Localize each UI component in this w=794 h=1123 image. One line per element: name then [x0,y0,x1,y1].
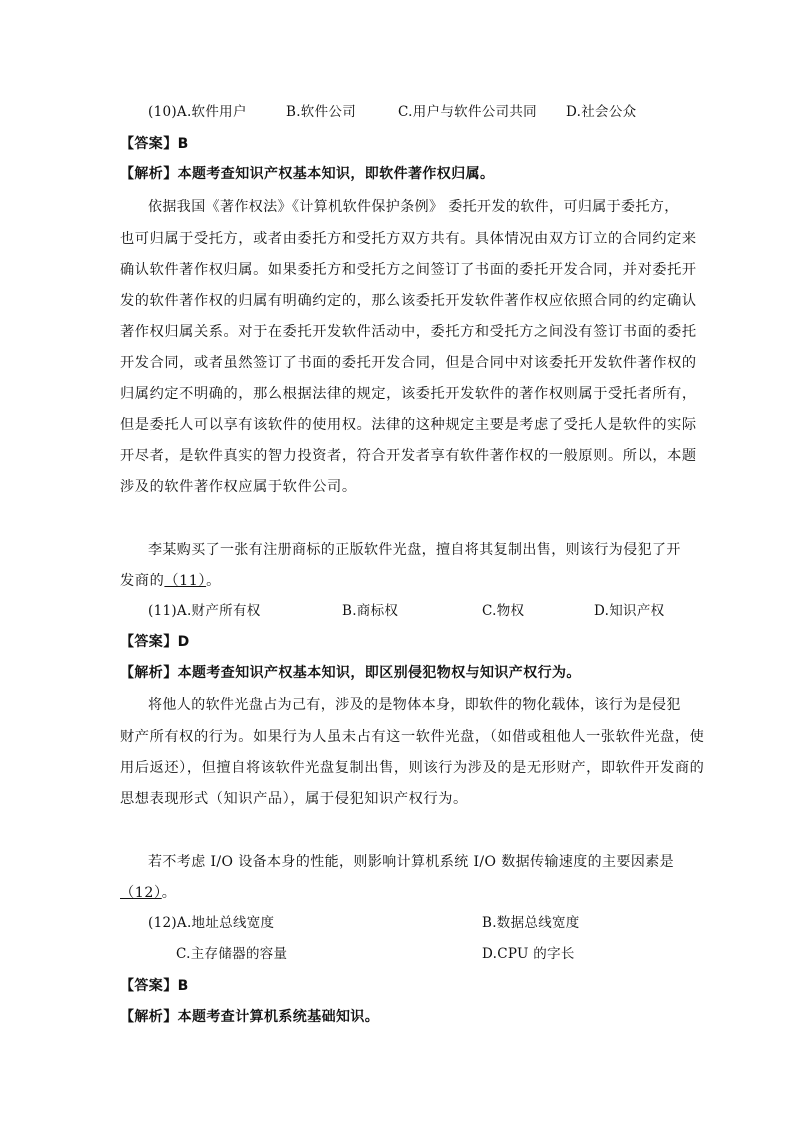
q11-paragraph-line: 用后返还），但擅自将该软件光盘复制出售，则该行为涉及的是无形财产，即软件开发商的 [120,760,705,776]
q12-question-line: 若不考虑 I/O 设备本身的性能，则影响计算机系统 I/O 数据传输速度的主要因素是 [148,854,675,870]
answer-label: 【答案】 [120,978,178,994]
q10-option-b: B.软件公司 [286,104,357,120]
q10-option-d: D.社会公众 [566,104,637,120]
q11-paragraph-line: 财产所有权的行为。如果行为人虽未占有这一软件光盘，（如借或租他人一张软件光盘，使 [120,729,705,745]
q12-option-a: (12)A.地址总线宽度 [148,915,275,931]
q10-paragraph-line: 发的软件著作权的归属有明确约定的，那么该委托开发软件著作权应依照合同的约定确认 [120,293,697,309]
q10-paragraph-line: 涉及的软件著作权应属于软件公司。 [120,479,357,495]
q11-question-line [120,571,221,591]
question-text: 发商的 [120,573,165,589]
answer-value: D [177,634,190,650]
answer-label: 【答案】 [120,136,178,152]
q11-option-c: C.物权 [482,603,525,619]
q10-paragraph-line: 著作权归属关系。对于在委托开发软件活动中，委托方和受托方之间没有签订书面的委托 [120,324,697,340]
q11-paragraph-line: 思想表现形式（知识产品），属于侵犯知识产权行为。 [120,791,468,807]
q10-paragraph-line: 也可归属于受托方，或者由委托方和受托方双方共有。具体情况由双方订立的合同约定来 [120,231,697,247]
q10-paragraph-line: 归属约定不明确的，那么根据法律的规定，该委托开发软件的著作权则属于受托者所有， [120,386,697,402]
q10-paragraph-line: 但是委托人可以享有该软件的使用权。法律的这种规定主要是考虑了受托人是软件的实际 [120,417,697,433]
q12-option-c: C.主存储器的容量 [176,946,288,962]
q10-paragraph-line: 依据我国《著作权法》《计算机软件保护条例》 委托开发的软件，可归属于委托方， [148,199,679,215]
analysis-label: 【解析】 [120,166,178,182]
question-text: 。 [161,885,177,901]
q12-option-d: D.CPU 的字长 [482,946,575,962]
q10-option-c: C.用户与软件公司共同 [398,104,537,120]
q12-analysis-heading [120,1007,379,1027]
q10-paragraph-line: 开发合同，或者虽然签订了书面的委托开发合同，但是合同中对该委托开发软件著作权的 [120,355,697,371]
q10-analysis-heading [120,164,494,184]
q10-answer [120,134,189,154]
q12-answer [120,976,189,996]
q10-paragraph-line: 开尽者，是软件真实的智力投资者，符合开发者享有软件著作权的一般原则。所以，本题 [120,448,697,464]
q11-paragraph-line: 将他人的软件光盘占为己有，涉及的是物体本身，即软件的物化载体，该行为是侵犯 [148,697,681,713]
q11-analysis-heading [120,663,581,683]
answer-value: B [177,978,189,994]
q11-option-d: D.知识产权 [594,603,665,619]
analysis-title: 本题考查知识产权基本知识，即区别侵犯物权与知识产权行为。 [177,665,581,681]
q10-paragraph-line: 确认软件著作权归属。如果委托方和受托方之间签订了书面的委托开发合同，并对委托开 [120,262,697,278]
question-blank: （11） [164,573,207,589]
answer-label: 【答案】 [120,634,178,650]
analysis-title: 本题考查计算机系统基础知识。 [177,1009,380,1025]
analysis-label: 【解析】 [120,1009,178,1025]
answer-value: B [177,136,189,152]
q11-question-line: 李某购买了一张有注册商标的正版软件光盘，擅自将其复制出售，则该行为侵犯了开 [148,542,681,558]
q12-option-b: B.数据总线宽度 [482,915,580,931]
q11-answer [120,632,190,652]
analysis-label: 【解析】 [120,665,178,681]
question-blank: （12） [120,885,162,901]
analysis-title: 本题考查知识产权基本知识，即软件著作权归属。 [177,166,495,182]
q10-option-a: (10)A.软件用户 [148,104,247,120]
question-text: 。 [206,573,221,589]
q11-option-a: (11)A.财产所有权 [148,603,261,619]
q11-option-b: B.商标权 [342,603,399,619]
q12-question-line [120,883,177,903]
